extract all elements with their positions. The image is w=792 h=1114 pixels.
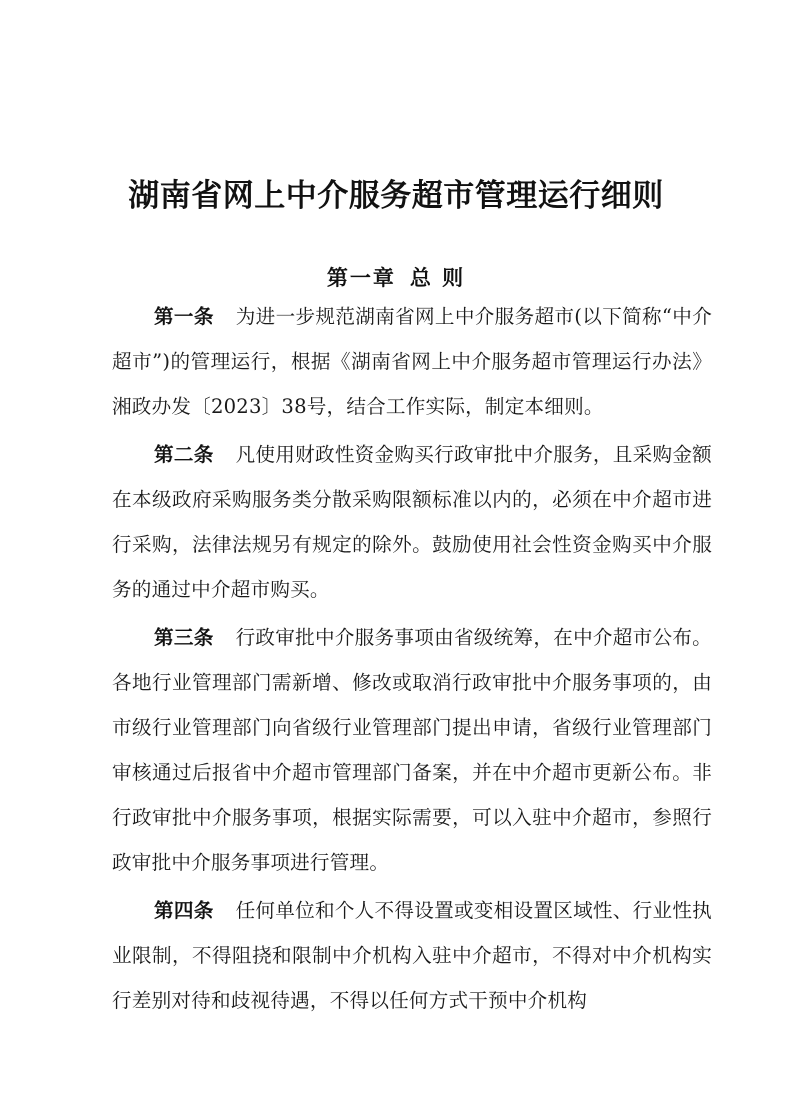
chapter-heading	[0, 262, 792, 292]
article-label: 第三条	[154, 626, 214, 649]
article-3	[112, 615, 712, 885]
article-text: 任何单位和个人不得设置或变相设置区域性、行业性执业限制，不得阻挠和限制中介机构入驻中介超市，不得对中介机构实行差别对待和歧视待遇，不得以任何方式干预中介机构	[112, 899, 712, 1012]
article-1	[112, 294, 712, 429]
article-text: 凡使用财政性资金购买行政审批中介服务，且采购金额在本级政府采购服务类分散采购限额标准以内的，必须在中介超市进行采购，法律法规另有规定的除外。鼓励使用社会性资金购买中介服务的通过中介超市购买。	[112, 443, 712, 601]
article-4	[112, 888, 712, 1023]
document-title: 湖南省网上中介服务超市管理运行细则	[128, 178, 664, 214]
article-label: 第二条	[154, 443, 214, 466]
article-label: 第一条	[154, 305, 214, 328]
chapter-number: 第一章	[326, 266, 396, 290]
article-text: 行政审批中介服务事项由省级统筹，在中介超市公布。各地行业管理部门需新增、修改或取消行政审批中介服务事项的，由市级行业管理部门向省级行业管理部门提出申请，省级行业管理部门审核通过后报省中介超市管理部门备案，并在中介超市更新公布。非行政审批中介服务事项，根据实际需要，可以入驻中介超市，参照行政审批中介服务事项进行管理。	[112, 626, 712, 874]
article-2	[112, 432, 712, 612]
document-body	[112, 294, 712, 1026]
chapter-name: 总 则	[409, 266, 466, 290]
article-label: 第四条	[154, 899, 214, 922]
article-text: 为进一步规范湖南省网上中介服务超市(以下简称“中介超市”)的管理运行，根据《湖南省网上中介服务超市管理运行办法》湘政办发〔2023〕38号，结合工作实际，制定本细则。	[112, 305, 712, 418]
